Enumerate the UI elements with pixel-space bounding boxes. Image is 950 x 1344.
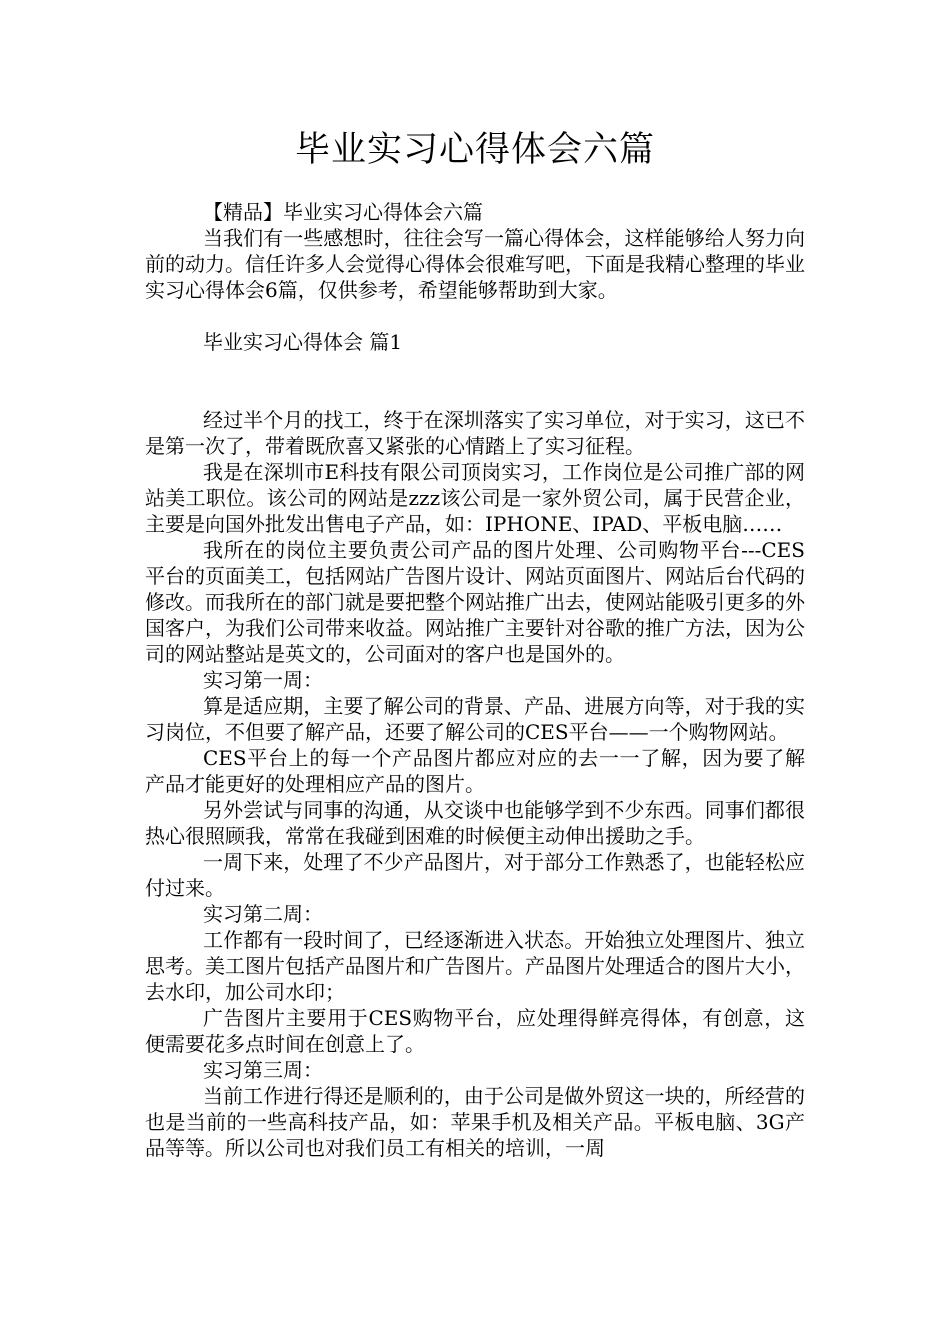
paragraph-intro: 当我们有一些感想时，往往会写一篇心得体会，这样能够给人努力向前的动力。信任许多人会觉得心得体会很难写吧，下面是我精心整理的毕业实习心得体会6篇，仅供参考，希望能够帮助到大家。 — [145, 226, 805, 302]
paragraph: 一周下来，处理了不少产品图片，对于部分工作熟悉了，也能轻松应付过来。 — [145, 850, 805, 900]
paragraph: 我是在深圳市E科技有限公司顶岗实习，工作岗位是公司推广部的网站美工职位。该公司的网站是zzz该公司是一家外贸公司，属于民营企业，主要是向国外批发出售电子产品，如：IPHONE、IPAD、平板电脑…… — [145, 460, 805, 536]
paragraph: 当前工作进行得还是顺利的，由于公司是做外贸这一块的，所经营的也是当前的一些高科技产品，如：苹果手机及相关产品。平板电脑、3G产品等等。所以公司也对我们员工有相关的培训，一周 — [145, 1084, 805, 1160]
paragraph-intro-title: 【精品】毕业实习心得体会六篇 — [203, 200, 483, 224]
paragraph: CES平台上的每一个产品图片都应对应的去一一了解，因为要了解产品才能更好的处理相应产品的图片。 — [145, 746, 805, 796]
week-heading: 实习第三周： — [203, 1058, 323, 1082]
week-heading: 实习第二周： — [203, 902, 323, 926]
document-body — [145, 199, 805, 1161]
paragraph: 算是适应期，主要了解公司的背景、产品、进展方向等，对于我的实习岗位，不但要了解产品，还要了解公司的CES平台——一个购物网站。 — [145, 694, 805, 744]
section-heading: 毕业实习心得体会 篇1 — [203, 330, 403, 354]
paragraph: 另外尝试与同事的沟通，从交谈中也能够学到不少东西。同事们都很热心很照顾我，常常在我碰到困难的时候便主动伸出援助之手。 — [145, 798, 805, 848]
week-heading: 实习第一周： — [203, 668, 323, 692]
paragraph: 广告图片主要用于CES购物平台，应处理得鲜亮得体，有创意，这便需要花多点时间在创意上了。 — [145, 1006, 805, 1056]
paragraph: 经过半个月的找工，终于在深圳落实了实习单位，对于实习，这已不是第一次了，带着既欣喜又紧张的心情踏上了实习征程。 — [145, 408, 805, 458]
document-title: 毕业实习心得体会六篇 — [294, 130, 655, 170]
paragraph: 我所在的岗位主要负责公司产品的图片处理、公司购物平台---CES平台的页面美工，包括网站广告图片设计、网站页面图片、网站后台代码的修改。而我所在的部门就是要把整个网站推广出去，使网站能吸引更多的外国客户，为我们公司带来收益。网站推广主要针对谷歌的推广方法，因为公司的网站整站是英文的，公司面对的客户也是国外的。 — [145, 538, 805, 666]
paragraph: 工作都有一段时间了，已经逐渐进入状态。开始独立处理图片、独立思考。美工图片包括产品图片和广告图片。产品图片处理适合的图片大小，去水印，加公司水印； — [145, 928, 805, 1004]
